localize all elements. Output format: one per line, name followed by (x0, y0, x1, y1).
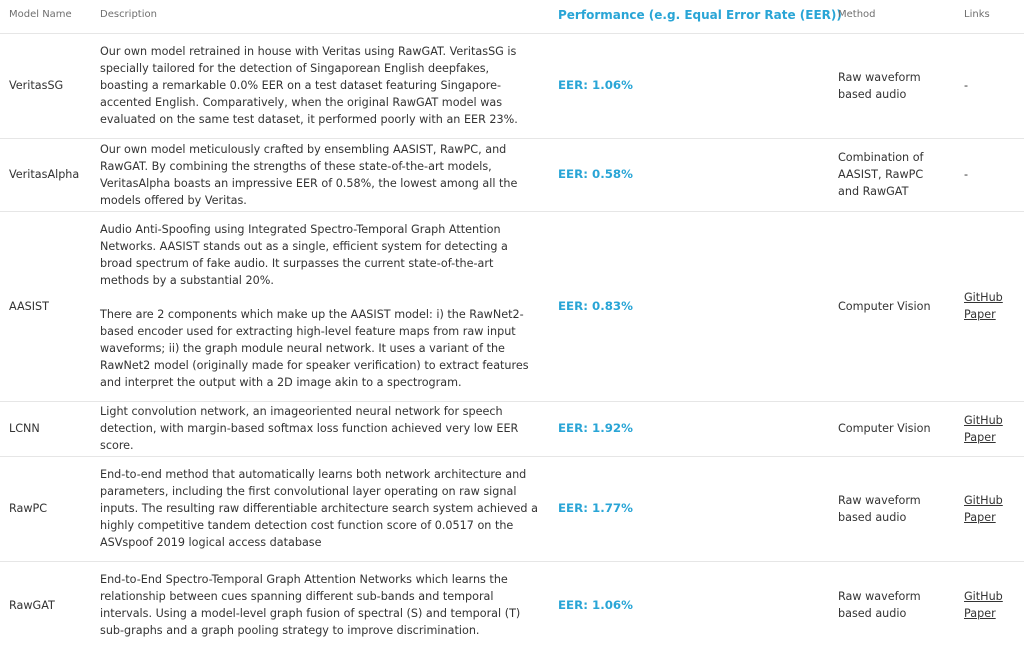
paper-link[interactable]: Paper (964, 510, 996, 524)
model-method: Combination of AASIST, RawPC and RawGAT (829, 138, 955, 211)
header-performance: Performance (e.g. Equal Error Rate (EER)) (549, 0, 829, 33)
model-links (955, 211, 1024, 401)
header-links: Links (955, 0, 1024, 33)
table-row (0, 138, 1024, 211)
header-model-name: Model Name (0, 0, 91, 33)
header-row (0, 0, 1024, 33)
model-description: End-to-end method that automatically learns both network architecture and parameters, including the first convolutional layer operating on raw signal inputs. The resulting raw differentiable architecture search system achieved a highly competitive tandem detection cost function score of 0.0517 on the ASVspoof 2019 logical access database (91, 456, 549, 561)
github-link[interactable]: GitHub (964, 590, 1003, 604)
table-row (0, 456, 1024, 561)
table-header (0, 0, 1024, 33)
github-link[interactable]: GitHub (964, 493, 1003, 507)
model-name: VeritasSG (0, 33, 91, 138)
model-links (955, 456, 1024, 561)
model-performance: EER: 0.83% (549, 211, 829, 401)
model-description: End-to-End Spectro-Temporal Graph Attention Networks which learns the relationship between cues spanning different sub-bands and temporal intervals. Using a model-level graph fusion of spectral (S) and temporal (T) sub-graphs and a graph pooling strategy to improve discrimination. (100, 573, 521, 638)
header-method: Method (829, 0, 955, 33)
model-links: - (955, 33, 1024, 138)
model-name: LCNN (0, 401, 91, 456)
paper-link[interactable]: Paper (964, 430, 996, 444)
model-description: Our own model meticulously crafted by ensembling AASIST, RawPC, and RawGAT. By combining the strengths of these state-of-the-art models, VeritasAlpha boasts an impressive EER of 0.58%, the lowest among all the models offered by Veritas. (91, 138, 549, 211)
github-link[interactable]: GitHub (964, 413, 1003, 427)
model-performance: EER: 0.58% (549, 138, 829, 211)
table-row (0, 561, 1024, 649)
table-row (0, 211, 1024, 401)
header-description: Description (91, 0, 549, 33)
model-name: AASIST (0, 211, 91, 401)
model-performance: EER: 1.92% (549, 401, 829, 456)
model-description (91, 211, 549, 401)
model-links (955, 561, 1024, 649)
model-description: Light convolution network, an imageoriented neural network for speech detection, with margin-based softmax loss function achieved very low EER score. (91, 401, 549, 456)
model-performance: EER: 1.06% (558, 597, 633, 612)
paper-link[interactable]: Paper (964, 308, 996, 321)
model-links: - (955, 138, 1024, 211)
table-row (0, 401, 1024, 456)
model-method: Computer Vision (829, 211, 955, 401)
model-description-paragraph: Audio Anti-Spoofing using Integrated Spectro-Temporal Graph Attention Networks. AASIST stands out as a single, efficient system for detecting a broad spectrum of fake audio. It surpasses the current state-of-the-art methods by a substantial 20%. (100, 223, 508, 287)
github-link[interactable]: GitHub (964, 291, 1003, 304)
model-performance: EER: 1.06% (549, 33, 829, 138)
model-name: RawGAT (9, 598, 55, 612)
table-body (0, 33, 1024, 649)
table-row (0, 33, 1024, 138)
model-name: RawPC (0, 456, 91, 561)
model-method: Raw waveform based audio (829, 33, 955, 138)
model-name: VeritasAlpha (0, 138, 91, 211)
paper-link[interactable]: Paper (964, 607, 996, 621)
model-description: Our own model retrained in house with Veritas using RawGAT. VeritasSG is specially tailored for the detection of Singaporean English deepfakes, boasting a remarkable 0.0% EER on a test dataset featuring Singapore-accented English. Comparatively, when the original RawGAT model was evaluated on the same test dataset, it performed poorly with an EER 23%. (91, 33, 549, 138)
model-description-paragraph: There are 2 components which make up the AASIST model: i) the RawNet2-based encoder used for extracting high-level feature maps from raw input waveforms; ii) the graph module neural network. It uses a variant of the RawNet2 model (originally made for speaker verification) to extract features and interpret the output with a 2D image akin to a spectrogram. (100, 308, 529, 389)
model-method: Raw waveform based audio (838, 590, 921, 621)
model-method: Computer Vision (829, 401, 955, 456)
model-links (955, 401, 1024, 456)
model-performance: EER: 1.77% (549, 456, 829, 561)
model-method: Raw waveform based audio (829, 456, 955, 561)
